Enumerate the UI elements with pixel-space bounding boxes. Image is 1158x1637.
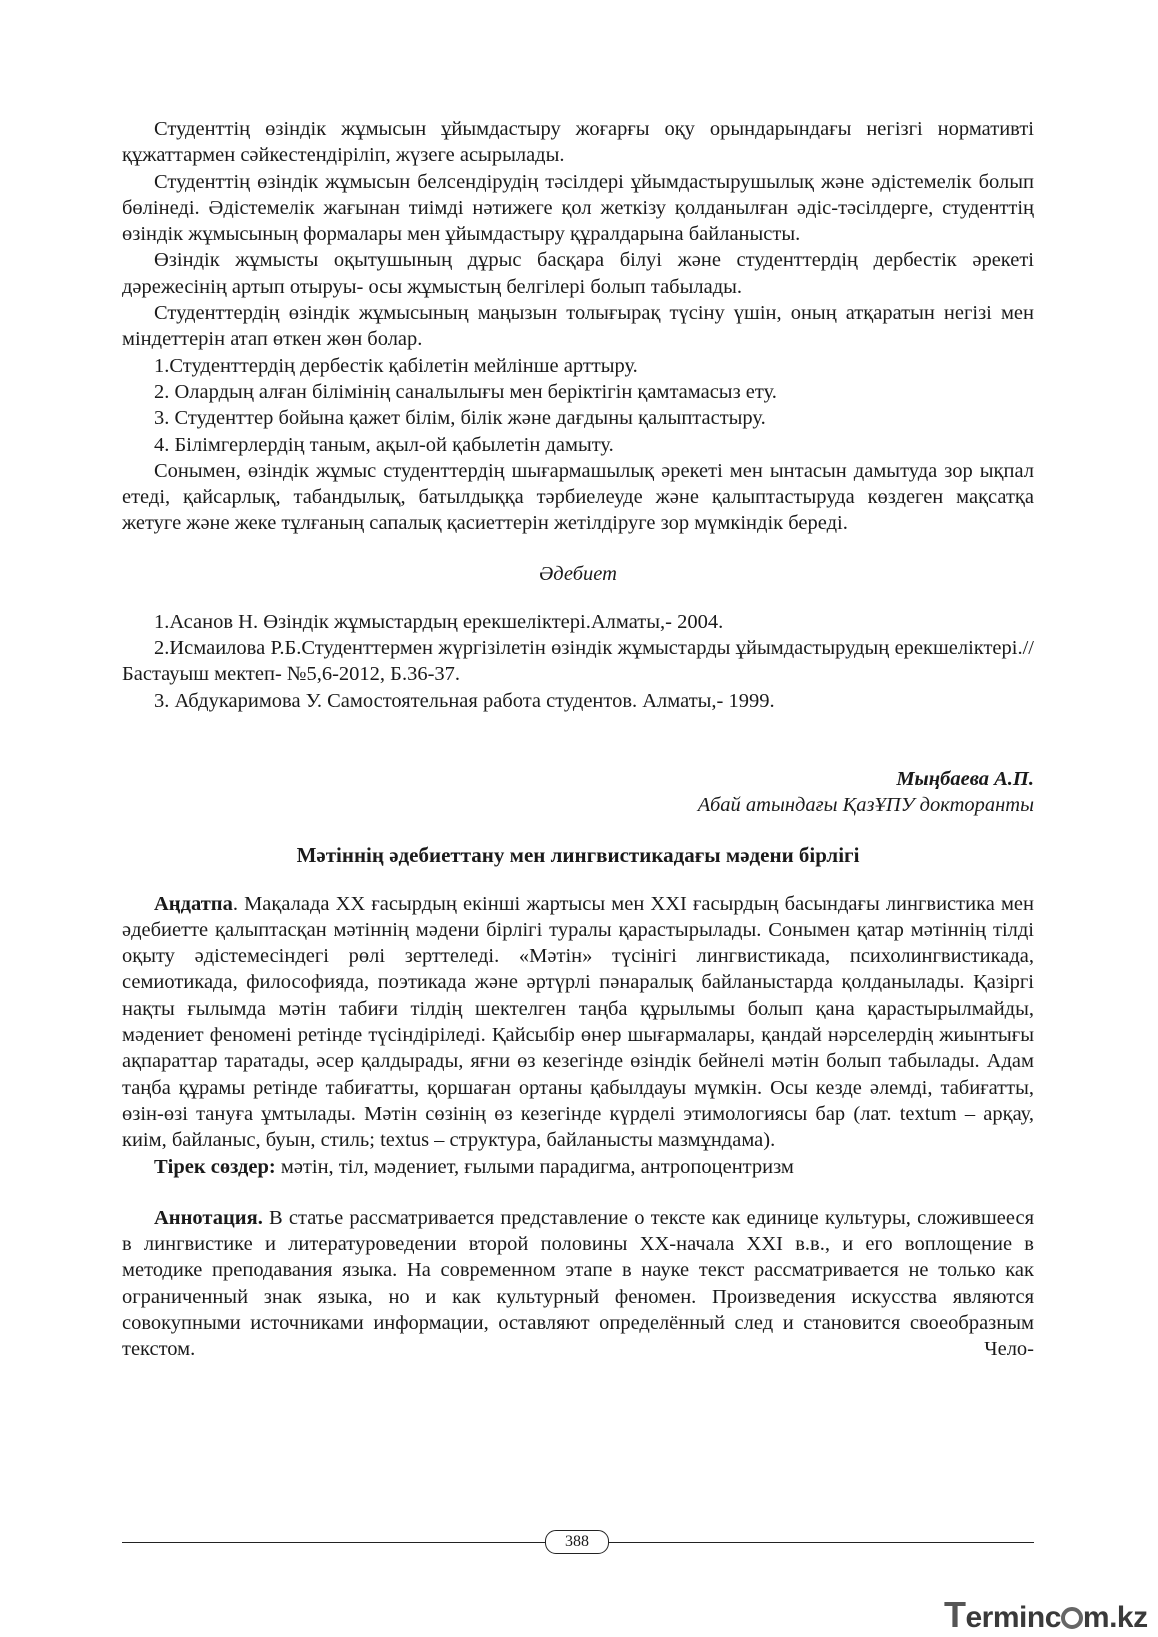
- keywords-label: Тірек сөздер:: [154, 1155, 276, 1178]
- reference-item: 2.Исмаилова Р.Б.Студенттермен жүргізілетін өзіндік жұмыстарды ұйымдастырудың ерекшеліктері.//Бастауыш мектеп- №5,6-2012, Б.36-37.: [122, 637, 1034, 686]
- reference-item: 3. Абдукаримова У. Самостоятельная работа студентов. Алматы,- 1999.: [154, 689, 775, 712]
- reference-item: 1.Асанов Н. Өзіндік жұмыстардың ерекшеліктері.Алматы,- 2004.: [154, 610, 724, 633]
- abstract-ru-label: Аннотация.: [154, 1206, 263, 1229]
- document-page: [122, 116, 1034, 1363]
- site-watermark: Terminc m.kz: [944, 1594, 1148, 1635]
- paragraph: Өзіндік жұмысты оқытушының дұрыс басқара білуі және студенттердің дербестік әрекеті дәрежесінің артып отыруы- осы жұмыстың белгілері болып табылады.: [122, 249, 1034, 298]
- paragraph: Студенттің өзіндік жұмысын ұйымдастыру жоғарғы оқу орындарындағы негізгі нормативті құжаттармен сәйкестендіріліп, жүзеге асырылады.: [122, 118, 1034, 167]
- list-item: 4. Білімгерлердің таным, ақыл-ой қабылетін дамыту.: [154, 433, 614, 456]
- author-block: [122, 766, 1034, 819]
- keywords-text: мәтін, тіл, мәдениет, ғылыми парадигма, антропоцентризм: [275, 1155, 794, 1178]
- list-item: 3. Студенттер бойына қажет білім, білік және дағдыны қалыптастыру.: [154, 407, 766, 430]
- keywords: [122, 1154, 1034, 1180]
- abstract-ru-text: В статье рассматривается представление о тексте как единице культуры, сложившееся в лингвистике и литературоведении второй половины XX-начала XXI в.в., и его воплощение в методике преподавания языка. На современном этапе в науке текст рассматривается не только как ограниченный знак языка, но и как культурный феномен. Произведения искусства являются совокупными источниками информации, оставляют определённый след и становится своеобразным текстом. Чело-: [122, 1206, 1034, 1361]
- abstract-kz-label: Аңдатпа: [154, 892, 233, 915]
- abstract-ru: [122, 1205, 1034, 1363]
- literature-heading: Әдебиет: [539, 562, 617, 585]
- page-footer: [122, 1530, 1034, 1556]
- globe-icon: [1061, 1607, 1083, 1629]
- list-item: 1.Студенттердің дербестік қабілетін мейлінше арттыру.: [154, 354, 638, 377]
- paragraph: Студенттердің өзіндік жұмысының маңызын толығырақ түсіну үшін, оның атқаратын негізі мен міндеттерін атап өткен жөн болар.: [122, 302, 1034, 351]
- author-name: Мыңбаева А.П.: [896, 767, 1034, 790]
- page-number: 388: [545, 1530, 609, 1554]
- author-affiliation: Абай атындағы ҚазҰПУ докторанты: [697, 794, 1034, 817]
- paragraph: Студенттің өзіндік жұмысын белсендірудің тәсілдері ұйымдастырушылық және әдістемелік болып бөлінеді. Әдістемелік жағынан тиімді нәтижеге қол жеткізу қолданылған әдіс-тәсілдерге, студенттің өзіндік жұмысының формалары мен ұйымдастыру құралдарына байланысты.: [122, 170, 1034, 246]
- article-title: Мәтіннің әдебиеттану мен лингвистикадағы мәдени бірлігі: [296, 842, 860, 867]
- list-item: 2. Олардың алған білімінің саналылығы мен беріктігін қамтамасыз ету.: [154, 380, 777, 403]
- paragraph: Сонымен, өзіндік жұмыс студенттердің шығармашылық әрекеті мен ынтасын дамытуда зор ықпал етеді, қайсарлық, табандылық, батылдыққа тәрбиелеуде және қалыптастыруда көздеген мақсатқа жетуге және жеке тұлғаның сапалық қасиеттерін жетілдіруге зор мүмкіндік береді.: [122, 459, 1034, 535]
- abstract-kz-text: . Мақалада XX ғасырдың екінші жартысы мен XXI ғасырдың басындағы лингвистика мен әдебиетте қалыптасқан мәтіннің мәдени бірлігі туралы қарастырылады. Сонымен қатар мәтіннің тілді оқыту әдістемесіндегі рөлі зерттеледі. «Мәтін» түсінігі лингвистикада, психолингвистикада, семиотикада, философияда, поэтикада және әртүрлі пәнаралық байланыстарда қолданылады. Қазіргі нақты ғылымда мәтін табиғи тілдің шектелген таңба құрылымы болып қана қарастырылмайды, мәдениет феномені ретінде түсіндіріледі. Қайсыбір өнер шығармалары, қандай нәрселердің жиынтығы ақпараттар таратады, әсер қалдырады, яғни өз кезегінде өзіндік бейнелі мәтін болып табылады. Адам таңба құрамы ретінде табиғатты, қоршаған ортаны қабылдауы мүмкін. Осы кезде әлемді, табиғатты, өзін-өзі тануға ұмтылады. Мәтін сөзінің өз кезегінде күрделі этимологиясы бар (лат. textum – арқау, киім, байланыс, буын, стиль; textus – структура, байланысты мазмұндама).: [122, 892, 1034, 1152]
- abstract-kz: [122, 891, 1034, 1154]
